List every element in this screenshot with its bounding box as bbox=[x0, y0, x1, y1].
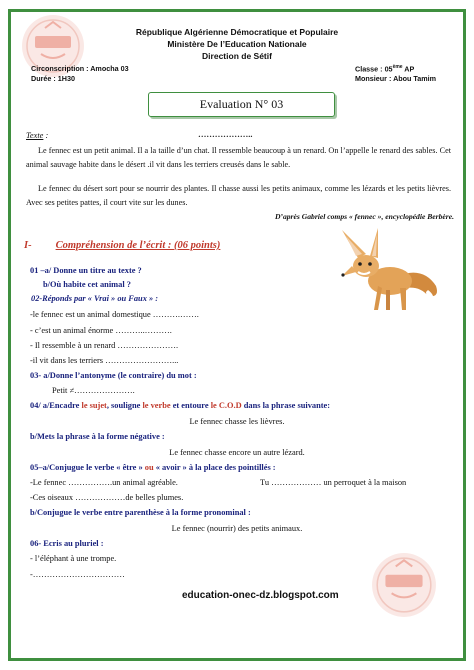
question-5b-sentence: Le fennec (nourrir) des petits animaux. bbox=[171, 524, 303, 533]
question-1b: b/Où habite cet animal ? bbox=[43, 280, 131, 289]
question-5a-line-2: -Ces oiseaux ………………de belles plumes. bbox=[30, 493, 184, 502]
question-5b: b/Conjugue le verbe entre parenthèse à la forme pronominal : bbox=[30, 508, 251, 517]
question-2-item: - c’est un animal énorme ………..………. bbox=[30, 326, 172, 335]
header-line-republique: République Algérienne Démocratique et Populaire bbox=[135, 27, 339, 37]
question-5a: 05–a/Conjugue le verbe « être » ou « avoir » à la place des pointillés : bbox=[30, 463, 276, 472]
question-2-item: - Il ressemble à un renard …………………. bbox=[30, 341, 179, 350]
duree: Durée : 1H30 bbox=[31, 74, 75, 83]
circonscription: Circonscription : Amocha 03 bbox=[31, 64, 129, 73]
header-line-direction: Direction de Sétif bbox=[202, 51, 272, 61]
question-3: 03- a/Donne l’antonyme (le contraire) du mot : bbox=[30, 371, 197, 380]
question-5a-line-1: -Le fennec …………….un animal agréable. bbox=[30, 478, 178, 487]
text-source: D’après Gabriel comps « fennec », encyclopédie Berbère. bbox=[274, 212, 454, 221]
fennec-illustration bbox=[328, 226, 443, 314]
question-2-item: -il vit dans les terriers ……………………... bbox=[30, 356, 179, 365]
question-3-answer-line: Petit ≠…………………. bbox=[52, 386, 135, 395]
question-6-line-2: -…………………………… bbox=[30, 570, 125, 579]
school-logo-bottom bbox=[371, 552, 437, 618]
monsieur: Monsieur : Abou Tamim bbox=[355, 74, 437, 83]
text-label: Texte : bbox=[26, 131, 49, 140]
question-2-item: -le fennec est un animal domestique ……….……. bbox=[30, 310, 199, 319]
page-title: Evaluation N° 03 bbox=[148, 92, 335, 117]
section-heading: I- Compréhension de l’écrit : (06 points) bbox=[24, 240, 221, 251]
question-4b: b/Mets la phrase à la forme négative : bbox=[30, 432, 165, 441]
text-title-blank: ……………….. bbox=[198, 130, 253, 139]
question-6: 06- Ecris au pluriel : bbox=[30, 539, 104, 548]
question-2: 02-Réponds par « Vrai » ou Faux » : bbox=[31, 294, 159, 303]
question-6-line-1: - l’éléphant à une trompe. bbox=[30, 554, 117, 563]
text-paragraph-1: Le fennec est un petit animal. Il a la taille d’un chat. Il ressemble beaucoup à un renard. On l’appelle le renard des sables. Cet animal sauvage habite dans le désert .il vit dans les terriers creusés dans le sable. bbox=[26, 146, 451, 169]
question-4b-sentence: Le fennec chasse encore un autre lézard. bbox=[169, 448, 305, 457]
question-1a: 01 –a/ Donne un titre au texte ? bbox=[30, 266, 142, 275]
classe: Classe : 05ème AP bbox=[355, 64, 415, 74]
question-4a: 04/ a/Encadre le sujet, souligne le verbe et entoure le C.O.D dans la phrase suivante: bbox=[30, 401, 331, 410]
text-paragraph-2: Le fennec du désert sort pour se nourrir des plantes. Il chasse aussi les petits animaux, comme les lézards et les petits lièvres. Avec ses petites pattes, il court vite sur les dunes. bbox=[26, 184, 451, 207]
question-4a-sentence: Le fennec chasse les lièvres. bbox=[189, 417, 285, 426]
header-line-ministere: Ministère De l’Education Nationale bbox=[167, 39, 307, 49]
question-5a-line-1b: Tu ……………… un perroquet à la maison bbox=[260, 478, 407, 487]
footer-site-url: education-onec-dz.blogspot.com bbox=[182, 590, 339, 601]
